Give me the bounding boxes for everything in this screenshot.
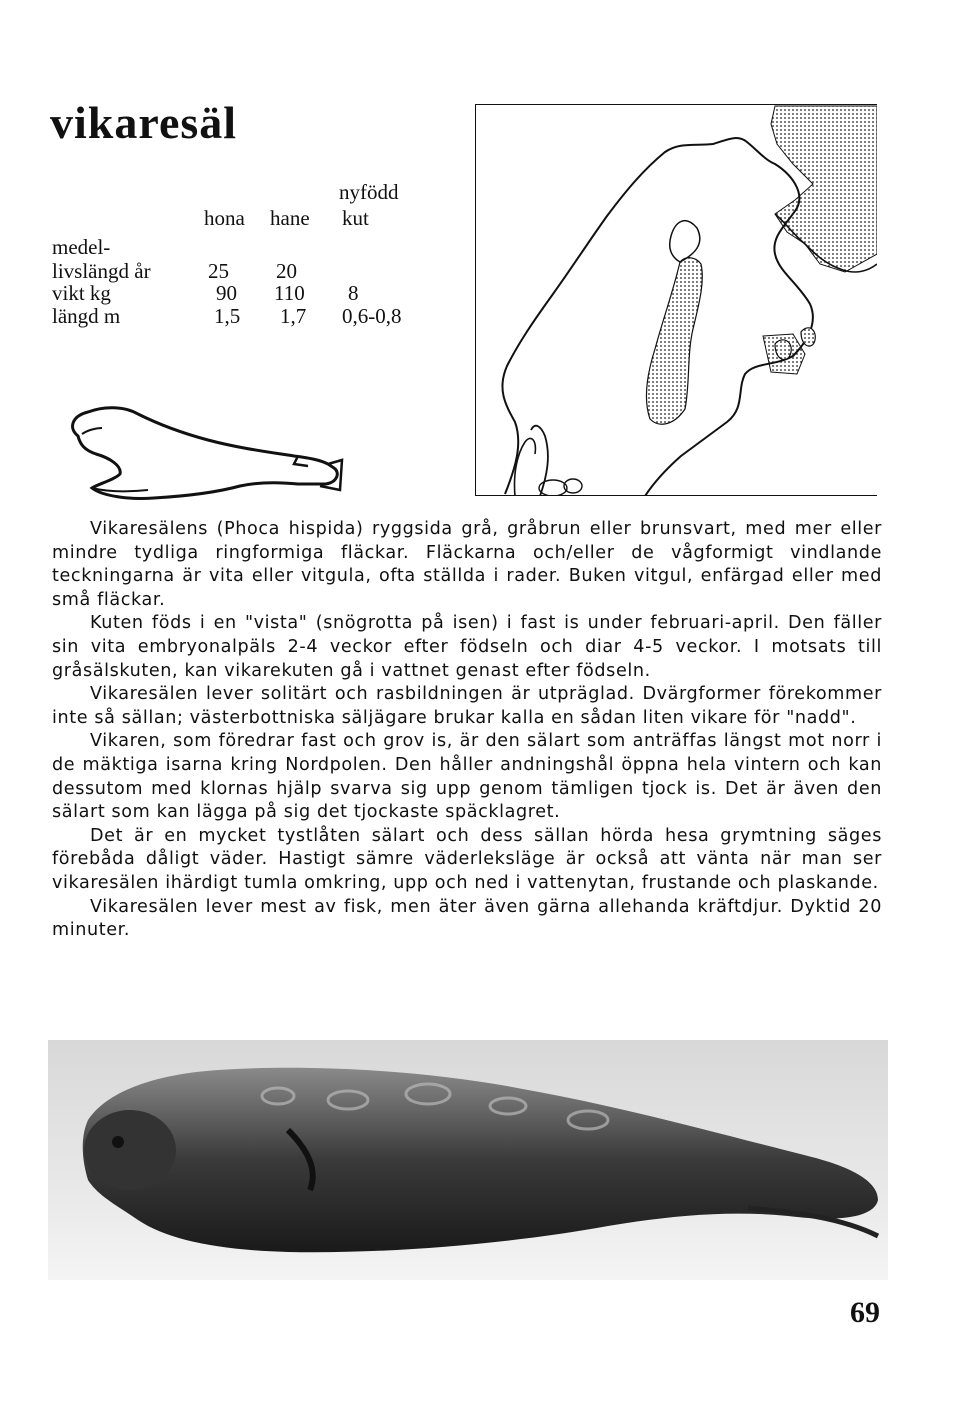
row-label-top: medel-	[52, 235, 111, 259]
page-number: 69	[850, 1296, 880, 1329]
row-label: livslängd år	[52, 259, 151, 283]
paragraph: Vikaresälen lever solitärt och rasbildningen är utpräglad. Dvärgformer förekommer inte så sällan; västerbottniska säljägare brukar kalla en sådan liten vikare för "nadd".	[52, 684, 882, 728]
header-hona: hona	[204, 206, 245, 230]
value-hona: 1,5	[214, 304, 241, 328]
row-label: längd m	[52, 304, 121, 328]
value-hane: 110	[274, 281, 305, 305]
header-hane: hane	[270, 206, 310, 230]
range-area-north	[771, 106, 877, 272]
header-kut: kut	[342, 206, 369, 230]
paragraph: Vikaren, som föredrar fast och grov is, är den sälart som anträffas längst mot norr i de mäktiga isarna kring Nordpolen. Den håller andningshål öppna hela vintern och kan dessutom med klornas hjälp svarva sig upp genom tämligen tjock is. Det är även den sälart som kan lägga på sig det tjockaste späcklagret.	[52, 731, 882, 823]
value-kut: 8	[348, 281, 359, 305]
paragraph: Vikaresälens (Phoca hispida) ryggsida grå, gråbrun eller brunsvart, med mer eller mindre tydliga ringformiga fläckar. Fläckarna och/eller de vågformigt vindlande teckningarna är vita eller vitgula, ofta ställda i rader. Buken vitgul, enfärgad eller med små fläckar.	[52, 519, 882, 610]
article-body	[52, 518, 882, 943]
row-label: vikt kg	[52, 281, 111, 305]
value-hane: 20	[276, 259, 297, 283]
value-kut: 0,6-0,8	[342, 304, 402, 328]
distribution-map	[475, 104, 877, 496]
value-hane: 1,7	[280, 304, 307, 328]
paragraph: Vikaresälen lever mest av fisk, men äter även gärna allehanda kräftdjur. Dyktid 20 minuter.	[52, 896, 882, 941]
value-hona: 90	[216, 281, 237, 305]
page-title: vikaresäl	[50, 97, 238, 148]
header-nyfodd: nyfödd	[339, 180, 399, 204]
seal-photograph	[48, 1040, 888, 1280]
paragraph: Det är en mycket tystlåten sälart och dess sällan hörda hesa grymtning säges förebåda dåligt väder. Hastigt sämre väderleksläge är också att vänta när man ser vikaresälen ihärdigt tumla omkring, upp och ned i vattenytan, frustande och plaskande.	[52, 825, 882, 893]
coastline	[502, 138, 812, 496]
seal-outline-drawing	[58, 398, 348, 508]
value-hona: 25	[208, 259, 229, 283]
paragraph: Kuten föds i en "vista" (snögrotta på isen) i fast is under februari-april. Den fäller sin vita embryonalpäls 2-4 veckor efter födseln och diar 4-5 veckor. I motsats till gråsälskuten, kan vikarekuten gå i vattnet genast efter födseln.	[52, 613, 882, 681]
range-area-baltic	[646, 258, 702, 424]
